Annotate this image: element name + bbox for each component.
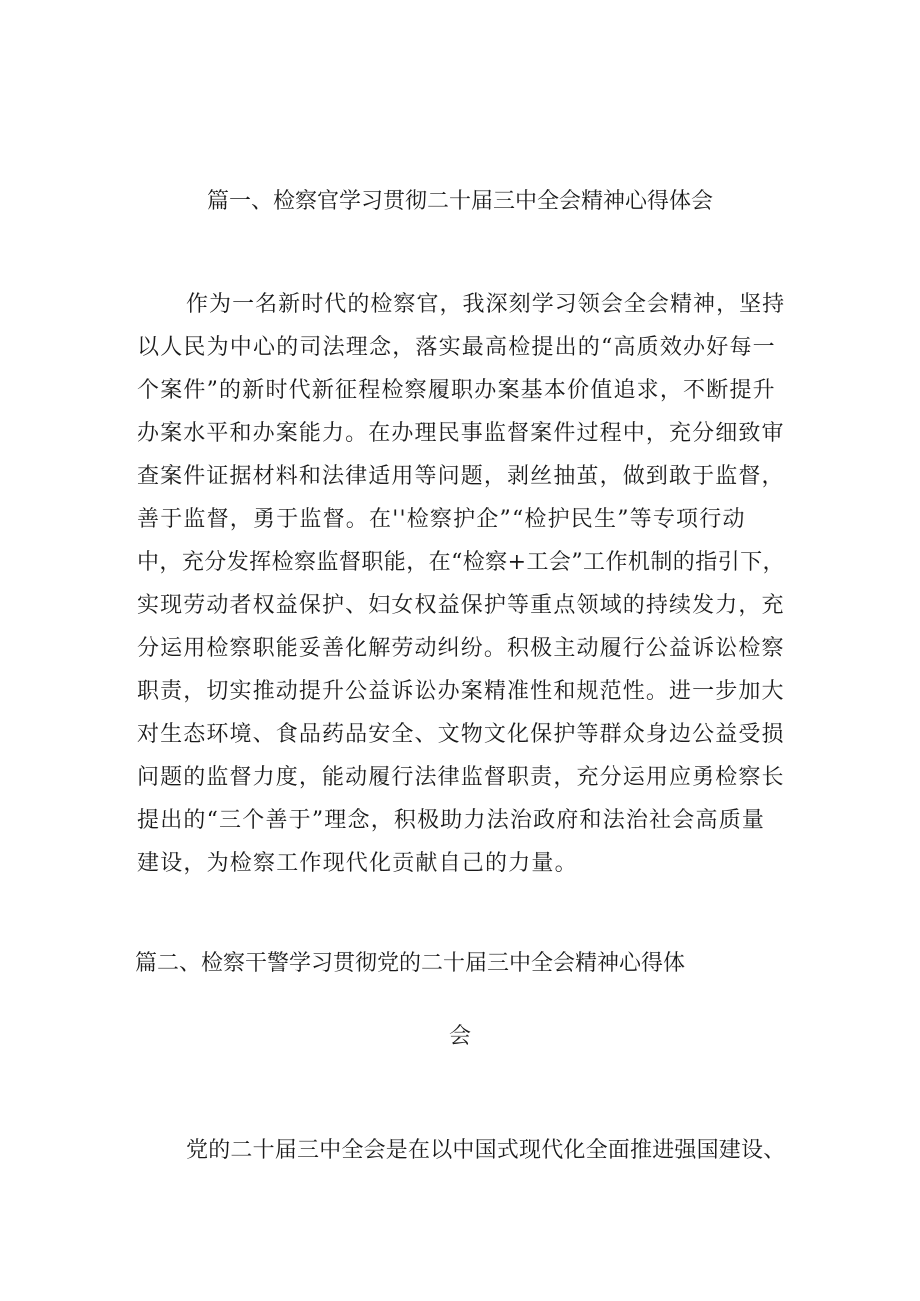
paragraph-line: 党的二十届三中全会是在以中国式现代化全面推进强国建设、 [186, 1138, 786, 1163]
section-2-title-line-1: 篇二、检察干警学习贯彻党的二十届三中全会精神心得体 [135, 951, 686, 976]
paragraph-line: 善于监督，勇于监督。在''检察护企”“检护民生”等专项行动 [137, 507, 746, 532]
paragraph-line: 中，充分发挥检察监督职能，在“检察+工会”工作机制的指引下， [137, 550, 785, 575]
paragraph-line: 办案水平和办案能力。在办理民事监督案件过程中，充分细致审 [137, 421, 785, 446]
paragraph-line: 职责，切实推动提升公益诉讼办案精准性和规范性。进一步加大 [137, 679, 785, 704]
paragraph-line: 提出的“三个善于”理念，积极助力法治政府和法治社会高质量 [137, 808, 766, 833]
paragraph-line: 个案件”的新时代新征程检察履职办案基本价值追求，不断提升 [137, 378, 776, 403]
paragraph-line: 建设，为检察工作现代化贡献自己的力量。 [137, 851, 578, 876]
section-2-title-line-2: 会 [448, 1024, 471, 1049]
section-1-title: 篇一、检察官学习贯彻二十届三中全会精神心得体会 [206, 189, 713, 214]
paragraph-line: 分运用检察职能妥善化解劳动纠纷。积极主动履行公益诉讼检察 [137, 636, 785, 661]
paragraph-line: 问题的监督力度，能动履行法律监督职责，充分运用应勇检察长 [137, 765, 785, 790]
paragraph-line: 以人民为中心的司法理念，落实最高检提出的“高质效办好每一 [137, 335, 776, 360]
paragraph-line: 实现劳动者权益保护、妇女权益保护等重点领域的持续发力，充 [137, 593, 785, 618]
paragraph-line: 查案件证据材料和法律适用等问题，剥丝抽茧，做到敢于监督， [137, 464, 785, 489]
paragraph-line: 对生态环境、食品药品安全、文物文化保护等群众身边公益受损 [137, 722, 785, 747]
paragraph-line: 作为一名新时代的检察官，我深刻学习领会全会精神，坚持 [186, 292, 786, 317]
